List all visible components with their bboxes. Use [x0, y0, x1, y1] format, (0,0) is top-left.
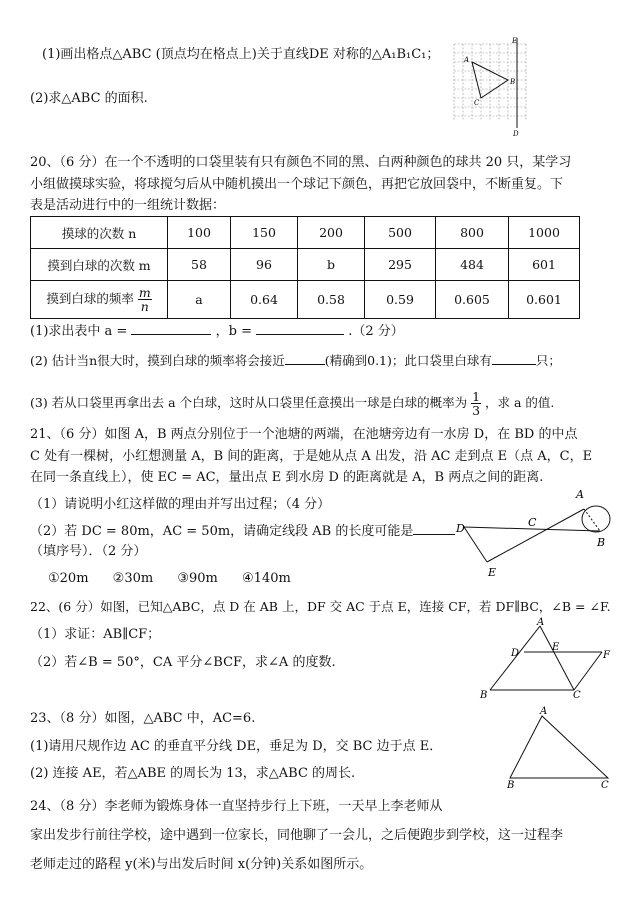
- label-C: C: [528, 516, 537, 529]
- q20-line1: 20、（6 分）在一个不透明的口袋里装有只有颜色不同的黑、白两种颜色的球共 20 只，某学习: [30, 155, 572, 170]
- table-row: [31, 281, 580, 319]
- table-cell: 0.601: [509, 281, 580, 319]
- q20-part3: (3) 若从口袋里再拿出去 a 个白球，这时从口袋里任意摸出一球是白球的概率为 $\frac{1}{3}$ ，求 a 的值.: [30, 389, 555, 418]
- table-row-header: 摸到白球的次数 m: [31, 249, 168, 281]
- table-cell: 295: [365, 249, 436, 281]
- table-row: [31, 217, 580, 249]
- label-C: C: [573, 690, 581, 701]
- row3-header-text: 摸到白球的频率: [46, 291, 134, 306]
- label-D: D: [513, 130, 519, 138]
- table-cell: 0.59: [365, 281, 436, 319]
- frac-numerator: m: [138, 285, 151, 300]
- table-cell: 601: [509, 249, 580, 281]
- table-cell: 96: [231, 249, 298, 281]
- table-cell: 0.605: [436, 281, 509, 319]
- table-row-header: [31, 281, 168, 319]
- table-cell: a: [168, 281, 231, 319]
- q24-line1: 24、（8 分）李老师为锻炼身体一直坚持步行上下班，一天早上李老师从: [30, 799, 443, 814]
- answer-blank-ab[interactable]: [413, 522, 455, 535]
- label-A: A: [576, 488, 584, 501]
- fraction-one-third: $\frac{1}{3}$: [472, 389, 481, 418]
- data-table: [30, 216, 580, 319]
- table-cell: 0.64: [231, 281, 298, 319]
- label-C: C: [601, 780, 609, 791]
- q20-part1: (1)求出表中 a = ，b = .（2 分）: [30, 324, 404, 339]
- label-A: A: [537, 617, 545, 628]
- table-cell: 484: [436, 249, 509, 281]
- q21-part2: （2）若 DC = 80m，AC = 50m，请确定线段 AB 的长度可能是: [30, 522, 455, 541]
- label-B: B: [597, 536, 606, 549]
- label-D: D: [511, 648, 520, 659]
- q23-part2: (2) 连接 AE，若△ABE 的周长为 13，求△ABC 的周长.: [30, 766, 356, 781]
- table-cell: 0.58: [298, 281, 365, 319]
- q23-line1: 23、（8 分）如图，△ABC 中，AC=6.: [30, 711, 256, 726]
- answer-blank-b[interactable]: [256, 322, 344, 335]
- q20-part2: (2) 估计当n很大时，摸到白球的频率将会接近 (精确到0.1)；此口袋里白球有 只；: [30, 353, 561, 368]
- table-cell: 1000: [509, 217, 580, 249]
- option-3: ③90m: [177, 571, 218, 586]
- q23-part1: (1)请用尺规作边 AC 的垂直平分线 DE，垂足为 D，交 BC 边于点 E．: [30, 739, 443, 754]
- frac-denominator: n: [140, 299, 149, 314]
- option-1: ①20m: [48, 571, 89, 586]
- table-cell: b: [298, 249, 365, 281]
- label-B: B: [480, 690, 488, 701]
- q21-part2-cont: （填序号）．（2 分）: [30, 544, 147, 559]
- q21-line2: C 处有一棵树，小红想测量 A，B 间的距离，于是她从点 A 出发，沿 AC 走到点 E（点 A，C，E: [30, 449, 593, 464]
- q21-line1: 21、（6 分）如图 A，B 两点分别位于一个池塘的两端，在池塘旁边有一水房 D，在 BD 的中点: [30, 427, 578, 442]
- option-2: ②30m: [112, 571, 154, 586]
- q23-figure: [498, 706, 616, 790]
- q19-part2: (2)求△ABC 的面积.: [30, 91, 148, 106]
- q20-line3: 表是活动进行中的一组统计数据：: [30, 198, 226, 213]
- table-cell: 800: [436, 217, 509, 249]
- fraction-m-n: [138, 286, 152, 313]
- answer-blank-a[interactable]: [131, 322, 211, 335]
- label-E: E: [488, 566, 497, 579]
- table-cell: 58: [168, 249, 231, 281]
- q20-line2: 小组做摸球实验，将球搅匀后从中随机摸出一个球记下颜色，再把它放回袋中，不断重复。下: [30, 177, 564, 192]
- label-F: F: [603, 650, 610, 661]
- table-cell: 500: [365, 217, 436, 249]
- q21-pond-figure: [452, 486, 612, 580]
- q24-line3: 老师走过的路程 y(米)与出发后时间 x(分钟)关系如图所示。: [30, 857, 373, 872]
- table-cell: 100: [168, 217, 231, 249]
- q22-part1: （1）求证：AB∥CF；: [30, 627, 161, 642]
- answer-blank-white-count[interactable]: [492, 352, 536, 365]
- q24-line2: 家出发步行前往学校，途中遇到一位家长，同他聊了一会儿，之后便跑步到学校，这一过程李: [30, 828, 564, 843]
- q19-grid-figure: [452, 36, 538, 140]
- table-row: [31, 249, 580, 281]
- q22-figure: [478, 618, 618, 702]
- label-E: E: [512, 37, 518, 45]
- q21-part1: （1）请说明小红这样做的理由并写出过程；（4 分）: [30, 497, 331, 512]
- q22-line1: 22、(6 分）如图，已知△ABC，点 D 在 AB 上，DF 交 AC 于点 E，连接 CF，若 DF∥BC，∠B = ∠F.: [30, 599, 611, 614]
- q21-options: [48, 570, 291, 588]
- table-cell: 200: [298, 217, 365, 249]
- q21-line3: 在同一条直线上），使 EC = AC，量出点 E 到水房 D 的距离就是 A，B 两点之间的距离.: [30, 470, 544, 485]
- q19-part1: (1)画出格点△ABC (顶点均在格点上)关于直线DE 对称的△A₁B₁C₁；: [42, 47, 440, 62]
- label-B: B: [510, 78, 516, 86]
- q22-part2: （2）若∠B = 50°，CA 平分∠BCF，求∠A 的度数.: [30, 655, 336, 670]
- table-row-header: 摸球的次数 n: [31, 217, 168, 249]
- table-cell: 150: [231, 217, 298, 249]
- option-4: ④140m: [242, 571, 291, 586]
- label-A: A: [464, 56, 470, 64]
- label-D: D: [456, 522, 465, 535]
- label-C: C: [474, 99, 480, 107]
- answer-blank-frequency[interactable]: [285, 352, 325, 365]
- label-B: B: [507, 780, 515, 791]
- label-A: A: [540, 706, 548, 717]
- label-E: E: [552, 642, 560, 653]
